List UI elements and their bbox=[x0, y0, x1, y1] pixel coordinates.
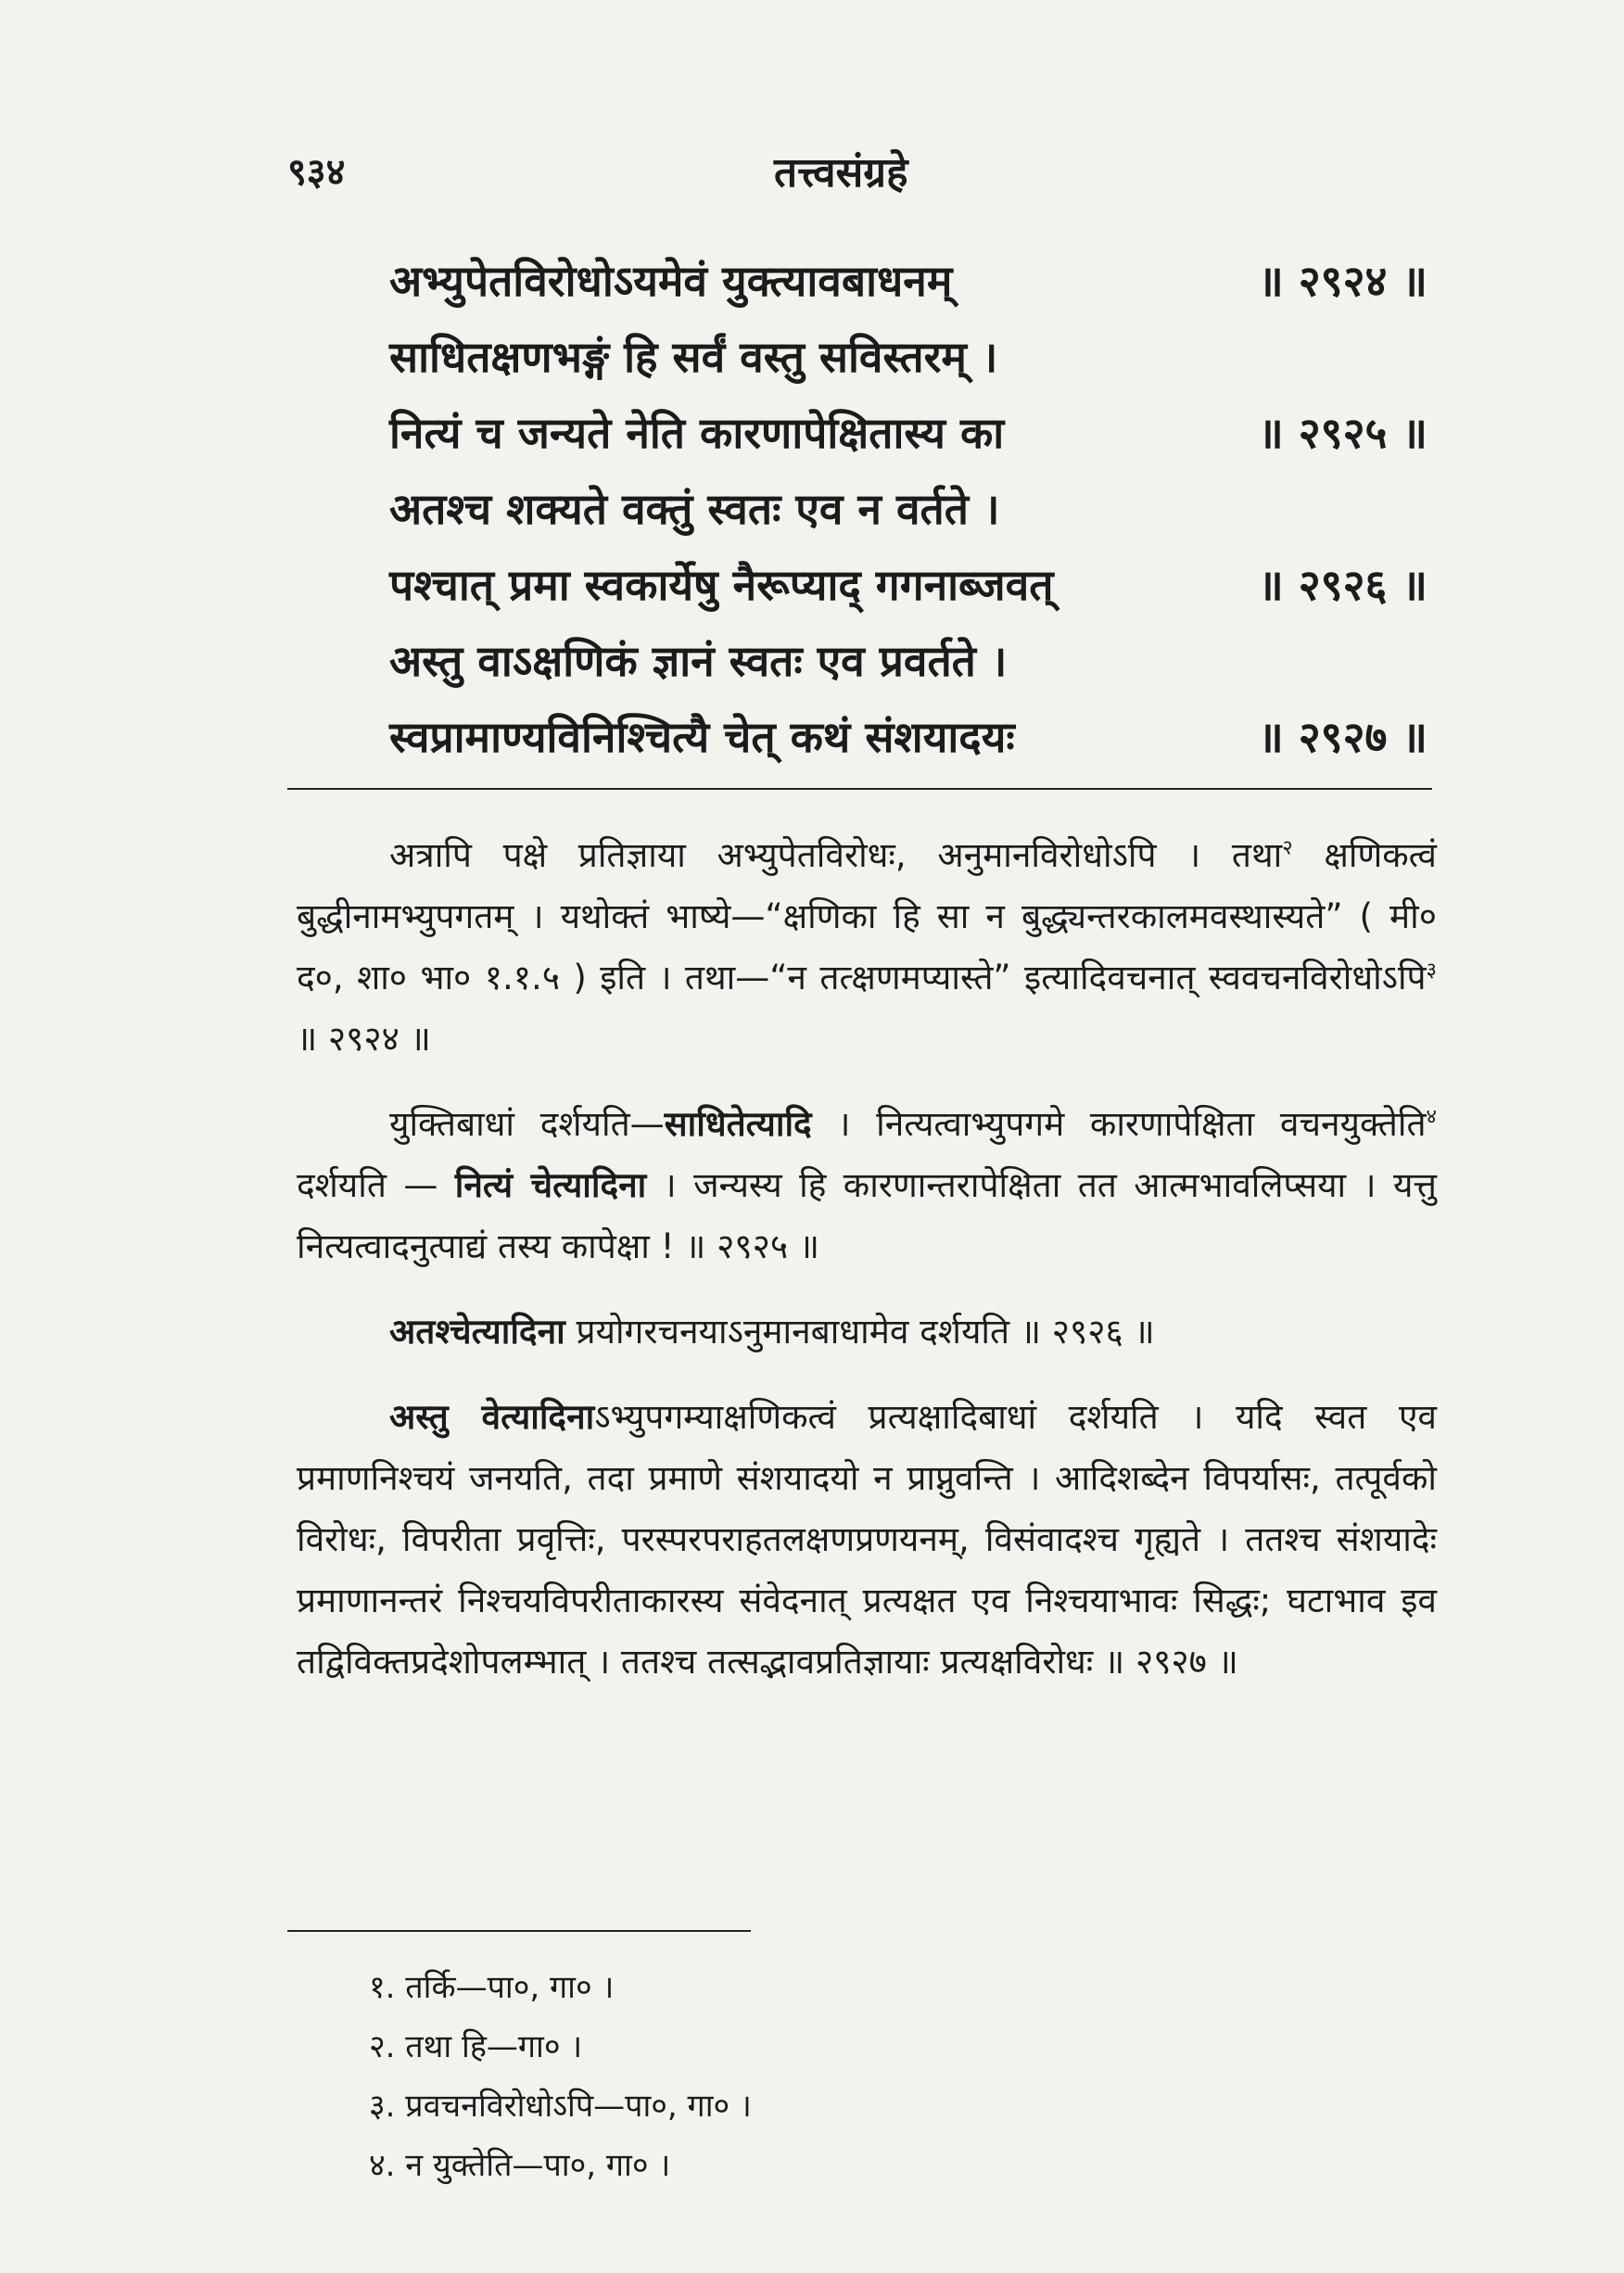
verse-text: अभ्युपेतविरोधोऽयमेवं युक्त्यावबाधनम् bbox=[389, 256, 953, 306]
verse-line bbox=[389, 243, 1427, 319]
footnote: २. तथा हि—गा० । bbox=[369, 2028, 583, 2065]
verse-number: ॥ २९२७ ॥ bbox=[1258, 712, 1427, 762]
footnote: १. तर्कि—पा०, गा० । bbox=[369, 1969, 615, 2006]
verse-number: ॥ २९२५ ॥ bbox=[1258, 408, 1427, 458]
verse-block bbox=[389, 243, 1427, 775]
page-header bbox=[287, 139, 1418, 204]
commentary-text: । नित्यत्वाभ्युपगमे कारणापेक्षिता वचनयुक्तेति bbox=[811, 1104, 1427, 1144]
footnote-divider bbox=[287, 1930, 751, 1932]
footnote-marker: ४ bbox=[1426, 1105, 1437, 1129]
footnote: ३. प्रवचनविरोधोऽपि—पा०, गा० । bbox=[369, 2088, 752, 2125]
commentary-text: । जन्यस्य हि कारणान्तरापेक्षिता तत आत्मभावलिप्सया । यत्तु नित्यत्वादनुत्पाद्यं तस्य कापेक्षा ! ॥ २९२५ ॥ bbox=[297, 1165, 1437, 1266]
verse-line bbox=[389, 699, 1427, 775]
commentary-text: ॥ २९२४ ॥ bbox=[297, 1019, 431, 1059]
footnote: ४. न युक्तेति—पा०, गा० । bbox=[369, 2147, 671, 2184]
page-number: ९३४ bbox=[287, 151, 346, 194]
pratika-term: साधितेत्यादि bbox=[664, 1104, 812, 1144]
verse-text: पश्चात् प्रमा स्वकार्येषु नैरूप्याद् गगनाब्जवत् bbox=[389, 560, 1054, 610]
verse-text: नित्यं च जन्यते नेति कारणापेक्षितास्य का bbox=[389, 408, 1005, 458]
footnotes bbox=[369, 1958, 752, 2195]
verse-text: अस्तु वाऽक्षणिकं ज्ञानं स्वतः एव प्रवर्तते । bbox=[389, 636, 1008, 686]
commentary-paragraph bbox=[297, 1387, 1437, 1693]
verse-line bbox=[389, 395, 1427, 471]
commentary bbox=[297, 825, 1437, 1717]
verse-number: ॥ २९२६ ॥ bbox=[1258, 560, 1427, 610]
pratika-term: अतश्चेत्यादिना bbox=[389, 1312, 565, 1352]
commentary-text: युक्तिबाधां दर्शयति— bbox=[389, 1104, 665, 1144]
verse-divider bbox=[287, 788, 1432, 790]
verse-line bbox=[389, 471, 1427, 547]
commentary-text: प्रयोगरचनयाऽनुमानबाधामेव दर्शयति ॥ २९२६ ॥ bbox=[565, 1312, 1155, 1352]
commentary-paragraph bbox=[297, 825, 1437, 1070]
verse-text: स्वप्रामाण्यविनिश्चित्यै चेत् कथं संशयादयः bbox=[389, 712, 1015, 762]
verse-text: साधितक्षणभङ्गं हि सर्वं वस्तु सविस्तरम् । bbox=[389, 332, 998, 382]
commentary-paragraph bbox=[297, 1094, 1437, 1277]
verse-number: ॥ २९२४ ॥ bbox=[1258, 256, 1427, 306]
verse-text: अतश्च शक्यते वक्तुं स्वतः एव न वर्तते । bbox=[389, 484, 1000, 534]
verse-line bbox=[389, 319, 1427, 395]
commentary-paragraph bbox=[297, 1302, 1437, 1363]
commentary-text: अत्रापि पक्षे प्रतिज्ञाया अभ्युपेतविरोधः, अनुमानविरोधोऽपि । तथा bbox=[389, 835, 1283, 875]
pratika-term: नित्यं चेत्यादिना bbox=[454, 1165, 647, 1205]
verse-line bbox=[389, 623, 1427, 699]
verse-line bbox=[389, 547, 1427, 623]
footnote-marker: ३ bbox=[1426, 959, 1437, 983]
pratika-term: अस्तु वेत्यादिना bbox=[389, 1397, 595, 1437]
running-title: तत्त्वसंग्रहे bbox=[774, 149, 908, 197]
commentary-text: क्षणिकत्वं बुद्धीनामभ्युपगतम् । यथोक्तं भाष्ये—“क्षणिका हि सा न बुद्ध्यन्तरकालमवस्थास्यते” ( मी० द०, शा० भा० १.१.५ ) इति । तथा—“न तत्क्षणमप्यास्ते” इत्यादिवचनात् स्ववचनविरोधोऽपि bbox=[297, 835, 1437, 997]
commentary-text: दर्शयति — bbox=[297, 1165, 455, 1205]
footnote-marker: २ bbox=[1282, 836, 1293, 860]
commentary-text: ऽभ्युपगम्याक्षणिकत्वं प्रत्यक्षादिबाधां दर्शयति । यदि स्वत एव प्रमाणनिश्चयं जनयति, तदा प्रमाणे संशयादयो न प्राप्नुवन्ति । आदिशब्देन विपर्यासः, तत्पूर्वको विरोधः, विपरीता प्रवृत्तिः, परस्परपराहतलक्षणप्रणयनम्, विसंवादश्च गृह्यते । ततश्च संशयादेः प्रमाणानन्तरं निश्चयविपरीताकारस्य संवेदनात् प्रत्यक्षत एव निश्चयाभावः सिद्धः; घटाभाव इव तद्विविक्तप्रदेशोपलम्भात् । ततश्च तत्सद्भावप्रतिज्ञायाः प्रत्यक्षविरोधः ॥ २९२७ ॥ bbox=[297, 1397, 1437, 1682]
